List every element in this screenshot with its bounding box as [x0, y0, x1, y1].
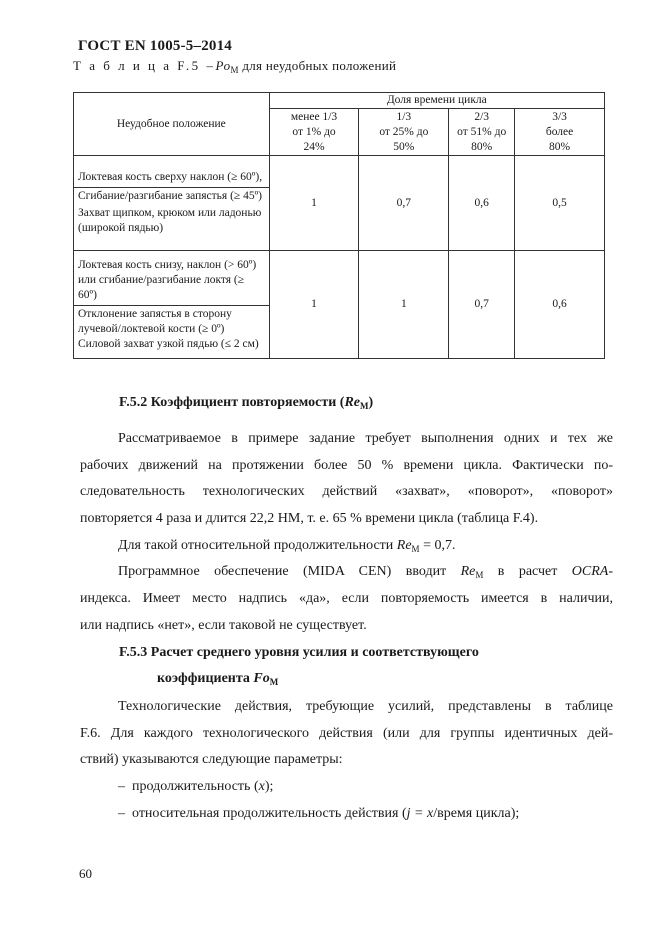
section-heading-repetitiveness: F.5.2 Коэффициент повторяемости $(Re_M)$: [119, 395, 374, 411]
column-header: 2/3 от 51% до 80%: [449, 109, 515, 156]
row-label-part: Локтевая кость сверху наклон (≥ 60º),: [78, 171, 263, 183]
document-id: ГОСТ EN 1005-5–2014: [78, 38, 232, 54]
table-cell: 1: [269, 251, 359, 359]
table-caption: [73, 58, 396, 75]
header-cycle-time-share: Доля времени цикла: [269, 93, 604, 109]
paragraph-software: индекса. Имеет место надпись «да», если повторяемость имеется в наличии, или надпись «нет», если таковой не существует.: [80, 591, 613, 633]
posture-factor-table: [73, 92, 605, 359]
row-label-part: Сгибание/разгибание запястья (≥ 45º): [74, 187, 269, 204]
table-caption-subscript: M: [230, 65, 239, 75]
list-item: – продолжительность (x);: [118, 779, 274, 794]
row-label: [74, 156, 270, 251]
column-header: 1/3 от 25% до 50%: [359, 109, 449, 156]
column-header: менее 1/3 от 1% до 24%: [269, 109, 359, 156]
table-cell: 0,6: [449, 156, 515, 251]
table-row: [74, 251, 605, 359]
paragraph-repetitiveness: Рассматриваемое в примере задание требует выполнения одних и тех же рабочих движений на протяжении более 50 % времени цикла. Фактически по- следовательность технологических действий «захват», «поворот», «поворот» повторяется 4 раза и длится 22,2 НМ, т. е. 65 % времени цикла (таблица F.4).: [80, 431, 613, 526]
page-number: 60: [79, 866, 92, 881]
row-label-part: Захват щипком, крюком или ладонью (широкой пядью): [78, 207, 262, 234]
table-cell: 0,7: [359, 156, 449, 251]
column-header: 3/3 более 80%: [515, 109, 605, 156]
row-label-part: Силовой захват узкой пядью (≤ 2 см): [78, 337, 259, 350]
table-cell: 0,7: [449, 251, 515, 359]
paragraph-force: Технологические действия, требующие усилий, представлены в таблице F.6. Для каждого технологического действия (или для группы идентичных дей- ствий) указываются следующие параметры:: [80, 699, 613, 767]
table-cell: 1: [269, 156, 359, 251]
table-caption-symbol: Po: [215, 58, 231, 73]
table-row: [74, 156, 605, 251]
paragraph-rem-value: Для такой относительной продолжительности $Re_M = 0,7$.: [118, 538, 456, 554]
header-posture: Неудобное положение: [74, 93, 270, 156]
table-cell: 1: [359, 251, 449, 359]
table-cell: 0,5: [515, 156, 605, 251]
list-item: – относительная продолжительность действия (j = x/время цикла);: [118, 806, 520, 821]
section-heading-force-line2: коэффициента $Fo_M$: [157, 671, 279, 687]
section-heading-force: F.5.3 Расчет среднего уровня усилия и соответствующего: [119, 645, 479, 660]
table-header-row: [74, 93, 605, 109]
table-cell: 0,6: [515, 251, 605, 359]
paragraph-software-line: Программное обеспечение (MIDA CEN) вводит $Re_M$ в расчет OCRA-: [118, 564, 613, 580]
table-caption-prefix: Т а б л и ц а F.5 –: [73, 58, 216, 73]
table-caption-suffix: для неудобных положений: [238, 58, 397, 73]
row-label-part: Локтевая кость снизу, наклон (> 60º) или сгибание/разгибание локтя (≥ 60º): [78, 258, 257, 301]
row-label: [74, 251, 270, 359]
row-label-part: Отклонение запястья в сторону лучевой/локтевой кости (≥ 0º): [74, 305, 269, 337]
